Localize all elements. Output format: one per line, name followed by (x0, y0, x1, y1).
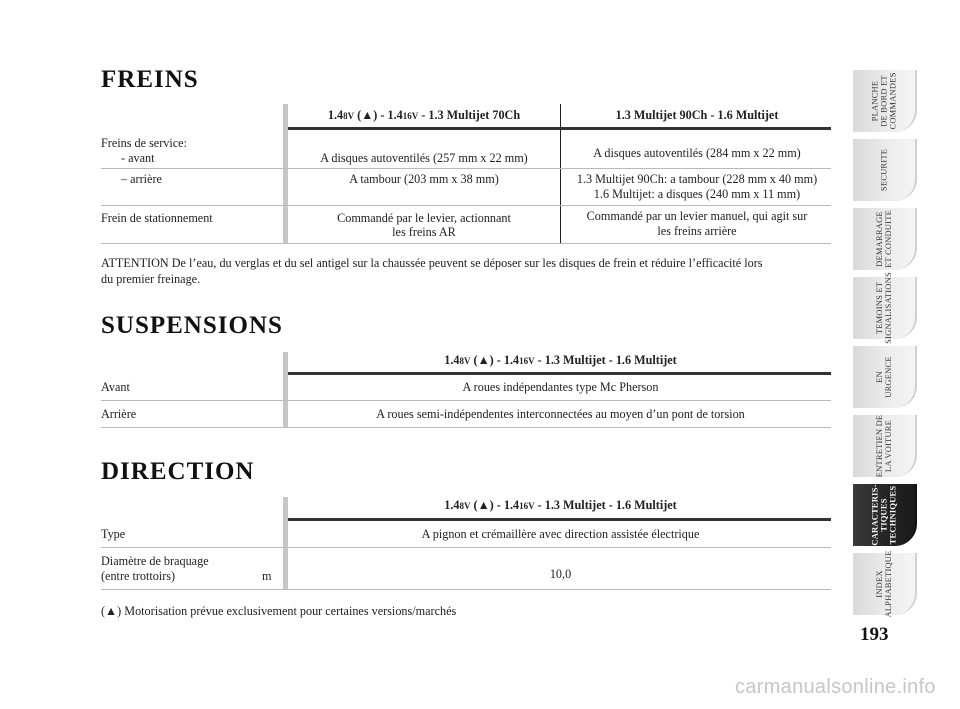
freins-col2-header: 1.3 Multijet 90Ch - 1.6 Multijet (615, 108, 779, 122)
frein-stationnement-col1-line1: Commandé par le levier, actionnant (337, 211, 511, 225)
header-rule (288, 518, 831, 521)
header-rule (288, 372, 831, 375)
suspensions-header: 1.48V (▲) - 1.416V - 1.3 Multijet - 1.6 Multijet (444, 353, 677, 367)
braquage-label-line1: Diamètre de braquage (101, 554, 209, 568)
row-divider (101, 547, 831, 548)
braquage-value: 10,0 (549, 567, 572, 581)
row-divider (101, 205, 831, 206)
row-divider (101, 427, 831, 428)
freins-avant-label: - avant (121, 151, 155, 165)
direction-header: 1.48V (▲) - 1.416V - 1.3 Multijet - 1.6 Multijet (444, 498, 677, 512)
frein-stationnement-col2-line1: Commandé par un levier manuel, qui agit sur (586, 209, 808, 223)
row-divider (101, 400, 831, 401)
attention-note-line2: du premier freinage. (101, 272, 201, 286)
watermark: carmanualsonline.info (735, 676, 936, 698)
section-title-direction: DIRECTION (101, 458, 255, 485)
row-divider (101, 243, 831, 244)
header-rule (288, 127, 831, 130)
direction-type-label: Type (101, 527, 126, 541)
frein-stationnement-col1-line2: les freins AR (392, 225, 456, 239)
freins-col1-header: 1.48V (▲) - 1.416V - 1.3 Multijet 70Ch (327, 108, 521, 122)
freins-avant-col2: A disques autoventilés (284 mm x 22 mm) (593, 146, 801, 160)
suspension-arriere-value: A roues semi-indépendentes interconnectées au moyen d’un pont de torsion (376, 407, 745, 421)
page-number: 193 (860, 624, 889, 645)
tab-index[interactable]: INDEX ALPHABETIQUE (853, 553, 917, 615)
tab-entretien[interactable]: ENTRETIEN DE LA VOITURE (853, 415, 917, 477)
braquage-unit: m (262, 569, 272, 583)
row-divider (101, 589, 831, 590)
row-divider (101, 168, 831, 169)
attention-note-line1: ATTENTION De l’eau, du verglas et du sel antigel sur la chaussée peuvent se déposer sur les disques de frein et réduire l’efficacité lors (101, 256, 763, 270)
section-title-freins: FREINS (101, 66, 199, 93)
footnote: (▲) Motorisation prévue exclusivement pour certaines versions/marchés (101, 604, 457, 618)
tab-planche-de-bord[interactable]: PLANCHE DE BORD ET COMMANDES (853, 70, 917, 132)
tab-caracteristiques[interactable]: CARACTERIS- TIQUES TECHNIQUES (853, 484, 917, 546)
freins-avant-col1: A disques autoventilés (257 mm x 22 mm) (320, 151, 528, 165)
freins-service-label: Freins de service: (101, 136, 187, 150)
freins-arriere-label: – arrière (121, 172, 162, 186)
column-divider-bar (283, 497, 288, 589)
freins-arriere-col2-line2: 1.6 Multijet: a disques (240 mm x 11 mm) (593, 187, 801, 201)
section-title-suspensions: SUSPENSIONS (101, 312, 283, 339)
tab-en-urgence[interactable]: EN URGENCE (853, 346, 917, 408)
column-separator (560, 104, 561, 243)
suspension-arriere-label: Arrière (101, 407, 137, 421)
direction-type-value: A pignon et crémaillère avec direction assistée électrique (421, 527, 700, 541)
freins-arriere-col1: A tambour (203 mm x 38 mm) (349, 172, 499, 186)
column-divider-bar (283, 104, 288, 243)
tab-demarrage[interactable]: DEMARRAGE ET CONDUITE (853, 208, 917, 270)
suspension-avant-value: A roues indépendantes type Mc Pherson (462, 380, 659, 394)
frein-stationnement-label: Frein de stationnement (101, 211, 213, 225)
frein-stationnement-col2-line2: les freins arrière (657, 224, 737, 238)
column-divider-bar (283, 352, 288, 427)
freins-arriere-col2-line1: 1.3 Multijet 90Ch: a tambour (228 mm x 40 mm) (576, 172, 818, 186)
tab-temoins[interactable]: TEMOINS ET SIGNALISATIONS (853, 277, 917, 339)
tab-securite[interactable]: SECURITE (853, 139, 917, 201)
suspension-avant-label: Avant (101, 380, 130, 394)
braquage-label-line2: (entre trottoirs) (101, 569, 176, 583)
